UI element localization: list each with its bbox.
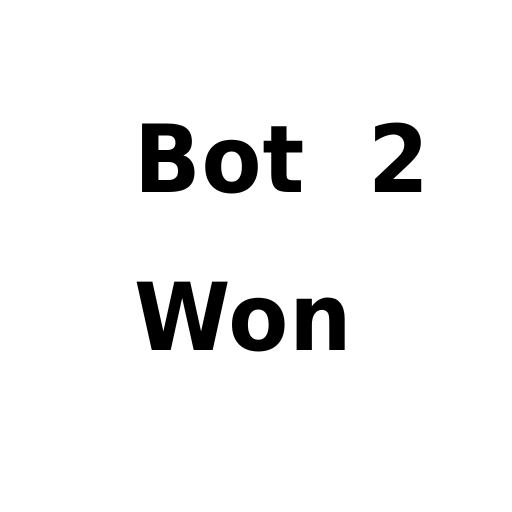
won-label: Won bbox=[134, 264, 353, 373]
winner-name: Bot 2 bbox=[134, 106, 430, 215]
